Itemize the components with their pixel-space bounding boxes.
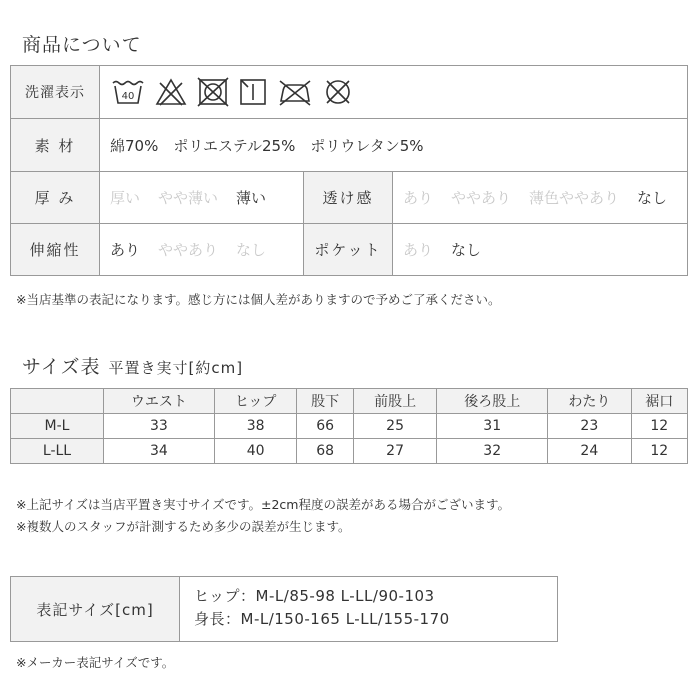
size-row-label: M-L bbox=[11, 414, 104, 439]
thickness-options bbox=[100, 172, 284, 223]
option-stretch: なし bbox=[236, 241, 267, 259]
label-size-height: 身長：M-L/150-165 L-LL/155-170 bbox=[194, 610, 450, 628]
wash-temp-text: 40 bbox=[121, 91, 135, 102]
size-header-cell: ヒップ bbox=[214, 389, 297, 414]
no-iron-icon bbox=[276, 77, 314, 107]
table-row bbox=[11, 439, 688, 464]
note-product: ※当店基準の表記になります。感じ方には個人差がありますので予めご了承ください。 bbox=[16, 292, 501, 307]
option-thickness: やや薄い bbox=[158, 189, 219, 207]
wash-icons bbox=[100, 66, 354, 118]
option-see-through: ややあり bbox=[451, 189, 512, 207]
product-info-table bbox=[10, 65, 688, 276]
stretch-options bbox=[100, 224, 284, 275]
option-thickness: 薄い bbox=[236, 189, 267, 207]
material-label: 素 材 bbox=[11, 119, 100, 171]
size-cell: 66 bbox=[297, 414, 353, 439]
size-cell: 25 bbox=[353, 414, 437, 439]
option-stretch: ややあり bbox=[158, 241, 219, 259]
option-thickness: 厚い bbox=[110, 189, 141, 207]
stretch-label: 伸縮性 bbox=[11, 224, 100, 275]
note-maker: ※メーカー表記サイズです。 bbox=[16, 655, 175, 670]
size-cell: 32 bbox=[437, 439, 548, 464]
see-through-options bbox=[393, 172, 685, 223]
option-pocket: なし bbox=[451, 241, 482, 259]
wash-label: 洗濯表示 bbox=[11, 66, 100, 118]
wash-row bbox=[11, 66, 687, 118]
thickness-seethrough-row bbox=[11, 171, 687, 223]
size-cell: 23 bbox=[548, 414, 632, 439]
material-row bbox=[11, 118, 687, 171]
section-title-product: 商品について bbox=[22, 34, 142, 56]
section-title-size bbox=[22, 352, 243, 379]
size-header-cell: わたり bbox=[548, 389, 632, 414]
size-cell: 33 bbox=[104, 414, 215, 439]
size-cell: 31 bbox=[437, 414, 548, 439]
size-cell: 24 bbox=[548, 439, 632, 464]
option-pocket: あり bbox=[403, 241, 434, 259]
label-size-box bbox=[10, 576, 558, 642]
option-stretch: あり bbox=[110, 241, 141, 259]
option-see-through: 薄色ややあり bbox=[529, 189, 620, 207]
size-row-label: L-LL bbox=[11, 439, 104, 464]
size-cell: 12 bbox=[631, 414, 687, 439]
stretch-pocket-row bbox=[11, 223, 687, 275]
label-size-hip: ヒップ：M-L/85-98 L-LL/90-103 bbox=[194, 587, 435, 605]
no-tumble-dry-icon bbox=[196, 77, 230, 107]
label-size-label: 表記サイズ[cm] bbox=[11, 577, 180, 641]
line-dry-icon bbox=[238, 77, 268, 107]
size-subtitle: 平置き実寸[約cm] bbox=[108, 359, 244, 377]
size-header-cell bbox=[11, 389, 104, 414]
size-table bbox=[10, 388, 688, 464]
size-cell: 68 bbox=[297, 439, 353, 464]
material-value: 綿70% ポリエステル25% ポリウレタン5% bbox=[110, 136, 424, 155]
note-size-2: ※複数人のスタッフが計測するため多少の誤差が生じます。 bbox=[16, 519, 351, 534]
label-size-values bbox=[180, 577, 464, 641]
size-header-cell: 股下 bbox=[297, 389, 353, 414]
size-cell: 12 bbox=[631, 439, 687, 464]
no-dry-clean-icon bbox=[322, 77, 354, 107]
no-bleach-icon bbox=[154, 77, 188, 107]
size-cell: 34 bbox=[104, 439, 215, 464]
size-header-cell: 後ろ股上 bbox=[437, 389, 548, 414]
size-title: サイズ表 bbox=[22, 356, 101, 378]
size-header-cell: ウエスト bbox=[104, 389, 215, 414]
wash-40-icon bbox=[110, 77, 146, 107]
size-cell: 38 bbox=[214, 414, 297, 439]
option-see-through: なし bbox=[637, 189, 668, 207]
see-through-label: 透け感 bbox=[303, 172, 393, 223]
size-header-cell: 前股上 bbox=[353, 389, 437, 414]
size-header-cell: 裾口 bbox=[631, 389, 687, 414]
option-see-through: あり bbox=[403, 189, 434, 207]
size-cell: 40 bbox=[214, 439, 297, 464]
size-cell: 27 bbox=[353, 439, 437, 464]
pocket-options bbox=[393, 224, 499, 275]
note-size-1: ※上記サイズは当店平置き実寸サイズです。±2cm程度の誤差がある場合がございます。 bbox=[16, 497, 510, 512]
table-row bbox=[11, 414, 688, 439]
size-header-row bbox=[11, 389, 688, 414]
thickness-label: 厚 み bbox=[11, 172, 100, 223]
pocket-label: ポケット bbox=[303, 224, 393, 275]
